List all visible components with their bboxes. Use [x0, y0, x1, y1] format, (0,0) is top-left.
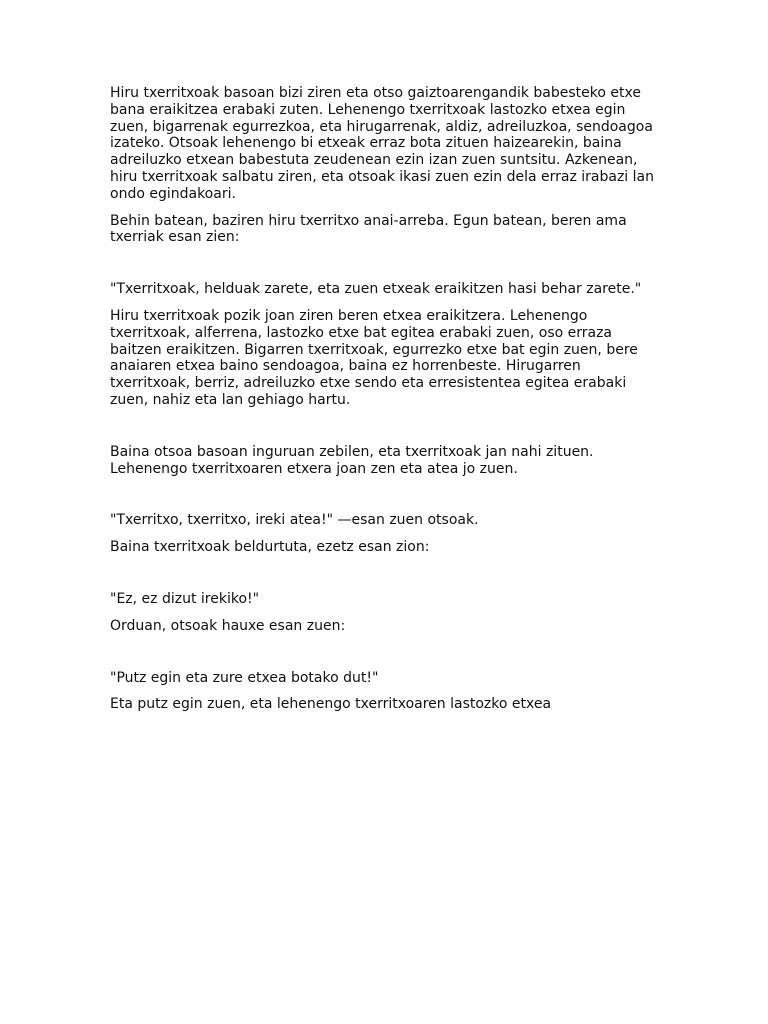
paragraph-pig-quote: "Ez, ez dizut irekiko!"	[110, 590, 260, 607]
paragraph-summary: Hiru txerritxoak basoan bizi ziren eta otso gaiztoarengandik babesteko etxe bana eraikitzea erabaki zuten. Lehenengo txerritxoak lastozko etxea egin zuen, bigarrenak egurrezkoa, eta hirugarrenak, aldiz, adreiluzkoa, sendoagoa izateko. Otsoak lehenengo bi etxeak erraz bota zituen haizearekin, baina adreiluzko etxean babestuta zeudenean ezin izan zuen suntsitu. Azkenean, hiru txerritxoak salbatu ziren, eta otsoak ikasi zuen ezin dela erraz irabazi lan ondo egindakoari.	[110, 85, 654, 202]
paragraph-building: Hiru txerritxoak pozik joan ziren beren etxea eraikitzera. Lehenengo txerritxoak, alferrena, lastozko etxe bat egitea erabaki zuen, oso erraza baitzen eraikitzen. Bigarren txerritxoak, egurrezko etxe bat egin zuen, bere anaiaren etxea baino sendoagoa, baina ez horrenbeste. Hirugarren txerritxoak, berriz, adreiluzko etxe sendo eta erresistentea egitea erabaki zuen, nahiz eta lan gehiago hartu.	[110, 307, 638, 408]
paragraph-wolf-threat: "Putz egin eta zure etxea botako dut!"	[110, 669, 379, 686]
paragraph-wolf-quote: "Txerritxo, txerritxo, ireki atea!" —esan zuen otsoak.	[110, 512, 479, 529]
document-page	[110, 85, 658, 713]
paragraph-wolf-says: Orduan, otsoak hauxe esan zuen:	[110, 617, 346, 634]
paragraph-pig-refuses: Baina txerritxoak beldurtuta, ezetz esan zion:	[110, 539, 430, 556]
paragraph-wolf-arrives: Baina otsoa basoan inguruan zebilen, eta txerritxoak jan nahi zituen. Lehenengo txerritxoaren etxera joan zen eta atea jo zuen.	[110, 443, 594, 477]
paragraph-intro: Behin batean, baziren hiru txerritxo anai-arreba. Egun batean, beren ama txerriak esan zien:	[110, 212, 627, 246]
paragraph-wolf-blows: Eta putz egin zuen, eta lehenengo txerritxoaren lastozko etxea	[110, 696, 552, 713]
paragraph-mother-quote: "Txerritxoak, helduak zarete, eta zuen etxeak eraikitzen hasi behar zarete."	[110, 281, 642, 298]
